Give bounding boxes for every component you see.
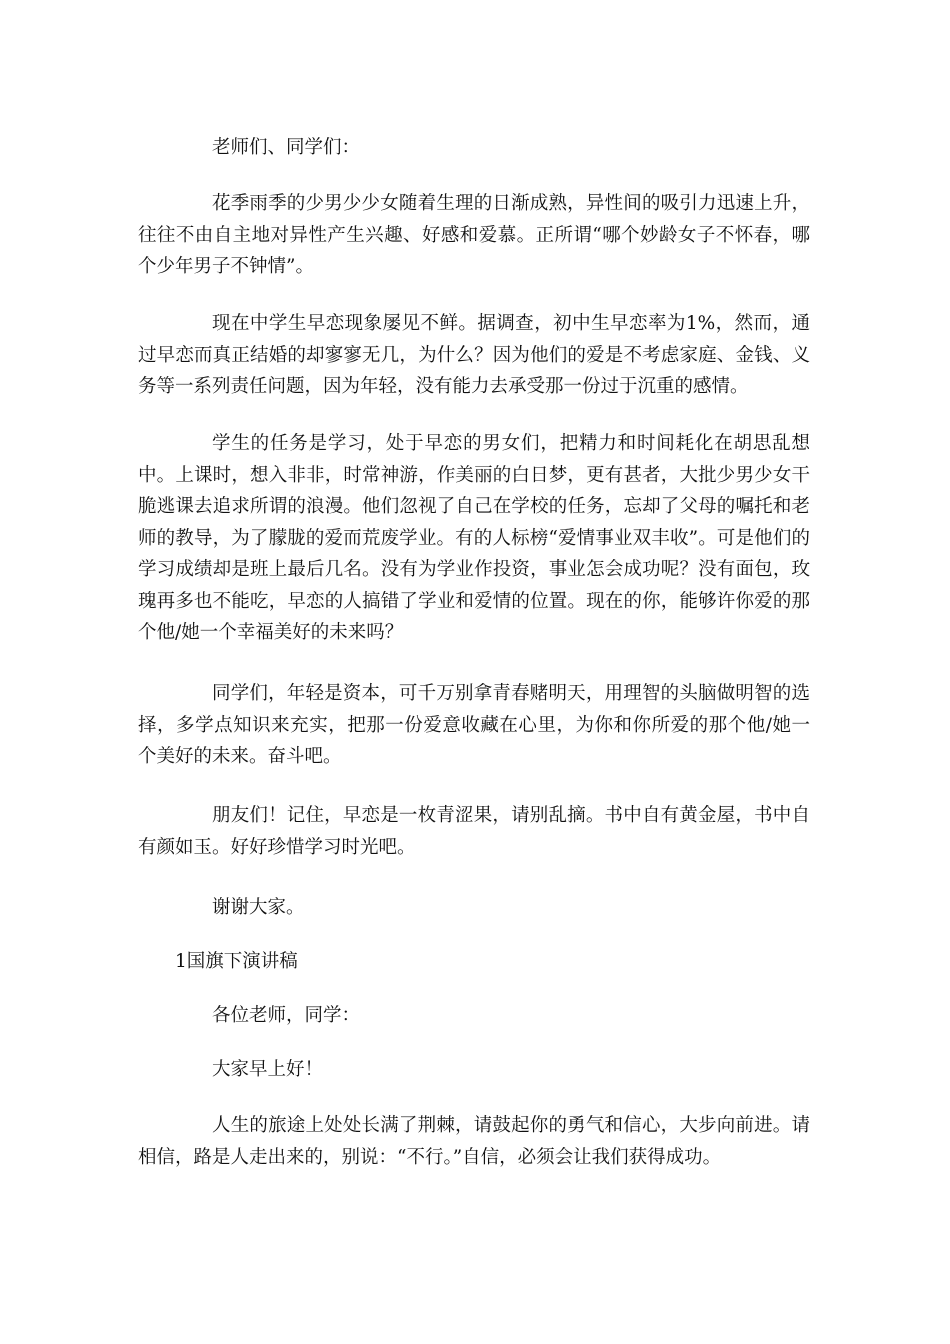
paragraph-1: 花季雨季的少男少少女随着生理的日渐成熟，异性间的吸引力迅速上升，往往不由自主地对异性产生兴趣、好感和爱慕。正所谓“哪个妙龄女子不怀春，哪个少年男子不钟情”。: [138, 193, 810, 277]
paragraph-3: 学生的任务是学习，处于早恋的男女们，把精力和时间耗化在胡思乱想中。上课时，想入非非，时常神游，作美丽的白日梦，更有甚者，大批少男少女干脆逃课去追求所谓的浪漫。他们忽视了自己在学校的任务，忘却了父母的嘱托和老师的教导，为了朦胧的爱而荒废学业。有的人标榜“爱情事业双丰收”。可是他们的学习成绩却是班上最后几名。没有为学业作投资，事业怎会成功呢？没有面包，玫瑰再多也不能吃，早恋的人搞错了学业和爱情的位置。现在的你，能够许你爱的那个他/她一个幸福美好的未来吗？: [138, 433, 810, 643]
salutation-2: 各位老师，同学：: [212, 1005, 361, 1026]
closing-thanks: 谢谢大家。: [212, 897, 305, 918]
salutation: 老师们、同学们：: [212, 137, 361, 158]
paragraph-6: 人生的旅途上处处长满了荆棘，请鼓起你的勇气和信心，大步向前进。请相信，路是人走出来的，别说：“不行。”自信，必须会让我们获得成功。: [138, 1115, 810, 1168]
paragraph-5: 朋友们！记住，早恋是一枚青涩果，请别乱摘。书中自有黄金屋，书中自有颜如玉。好好珍惜学习时光吧。: [138, 805, 810, 858]
greeting: 大家早上好！: [212, 1059, 324, 1080]
paragraph-2: 现在中学生早恋现象屡见不鲜。据调查，初中生早恋率为1%，然而，通过早恋而真正结婚的却寥寥无几，为什么？因为他们的爱是不考虑家庭、金钱、义务等一系列责任问题，因为年轻，没有能力去承受那一份过于沉重的感情。: [138, 313, 810, 397]
section-heading: 1国旗下演讲稿: [175, 951, 298, 972]
paragraph-4: 同学们，年轻是资本，可千万别拿青春赌明天，用理智的头脑做明智的选择，多学点知识来充实，把那一份爱意收藏在心里，为你和你所爱的那个他/她一个美好的未来。奋斗吧。: [138, 683, 810, 767]
